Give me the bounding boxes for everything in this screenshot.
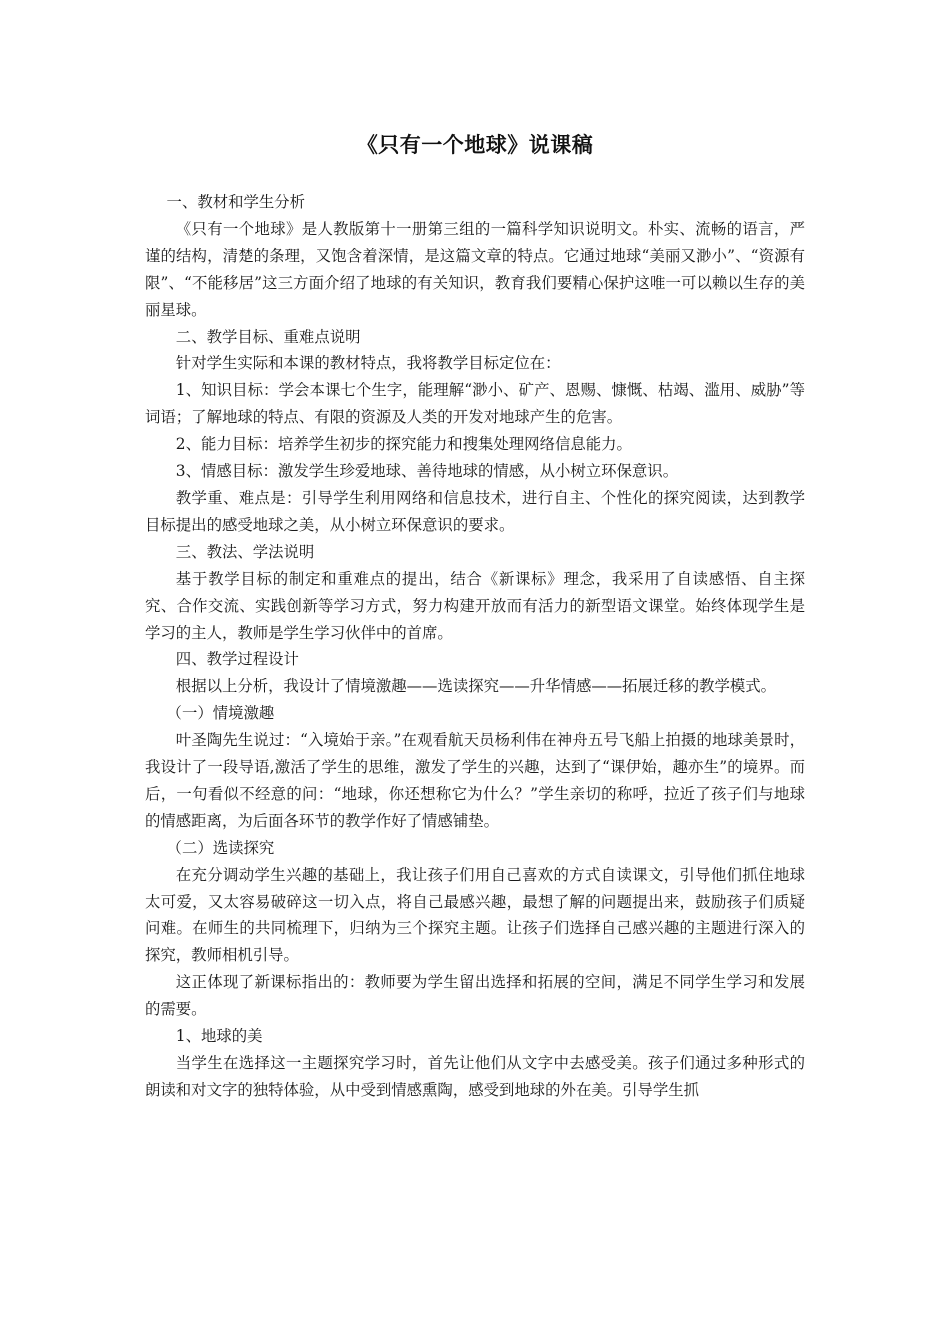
section-heading-4: 四、教学过程设计: [175, 650, 299, 669]
section-heading-1: 一、教材和学生分析: [166, 193, 306, 211]
paragraph-key-points: 教学重、难点是：引导学生利用网络和信息技术，进行自主、个性化的探究阅读，达到教学目标提出的感受地球之美，从小树立环保意识的要求。: [145, 488, 805, 534]
paragraph-earth-beauty: 当学生在选择这一主题探究学习时，首先让他们从文字中去感受美。孩子们通过多种形式的朗读和对文字的独特体验，从中受到情感熏陶，感受到地球的外在美。引导学生抓: [145, 1054, 805, 1099]
paragraph-emotion-goal: 3、情感目标：激发学生珍爱地球、善待地球的情感，从小树立环保意识。: [175, 462, 679, 481]
document-title: 《只有一个地球》说课稿: [356, 133, 594, 157]
subsection-heading-1: （一）情境激趣: [166, 704, 275, 723]
section-heading-3: 三、教法、学法说明: [175, 542, 315, 561]
subsection-heading-2: （二）选读探究: [166, 838, 275, 857]
paragraph-knowledge-goal: 1、知识目标：学会本课七个生字，能理解“渺小、矿产、恩赐、慷慨、枯竭、滥用、威胁”等词语；了解地球的特点、有限的资源及人类的开发对地球产生的危害。: [145, 381, 805, 427]
paragraph-text-analysis: 《只有一个地球》是人教版第十一册第三组的一篇科学知识说明文。朴实、流畅的语言，严谨的结构，清楚的条理，又饱含着深情，是这篇文章的特点。它通过地球“美丽又渺小”、“资源有限”、“不能移居”这三方面介绍了地球的有关知识，教育我们要精心保护这唯一可以赖以生存的美丽星球。: [145, 219, 805, 319]
paragraph-goal-intro: 针对学生实际和本课的教材特点，我将教学目标定位在：: [175, 354, 561, 373]
paragraph-selective-reading: 在充分调动学生兴趣的基础上，我让孩子们用自己喜欢的方式自读课文，引导他们抓住地球太可爱，又太容易破碎这一切入点，将自己最感兴趣，最想了解的问题提出来，鼓励孩子们质疑问难。在师生的共同梳理下，归纳为三个探究主题。让孩子们选择自己感兴趣的主题进行深入的探究，教师相机引导。: [145, 865, 805, 965]
section-heading-2: 二、教学目标、重难点说明: [175, 327, 361, 346]
paragraph-methods: 基于教学目标的制定和重难点的提出，结合《新课标》理念，我采用了自读感悟、自主探究、合作交流、实践创新等学习方式，努力构建开放而有活力的新型语文课堂。始终体现学生是学习的主人，教师是学生学习伙伴中的首席。: [145, 569, 805, 642]
paragraph-ability-goal: 2、能力目标：培养学生初步的探究能力和搜集处理网络信息能力。: [175, 435, 632, 454]
paragraph-scene-interest: 叶圣陶先生说过：“入境始于亲。”在观看航天员杨利伟在神舟五号飞船上拍摄的地球美景时，我设计了一段导语,激活了学生的思维，激发了学生的兴趣，达到了“课伊始，趣亦生”的境界。而后，一句看似不经意的问：“地球，你还想称它为什么？”学生亲切的称呼，拉近了孩子们与地球的情感距离，为后面各环节的教学作好了情感铺垫。: [145, 731, 805, 830]
topic-heading-earth-beauty: 1、地球的美: [175, 1027, 263, 1046]
paragraph-curriculum-note: 这正体现了新课标指出的：教师要为学生留出选择和拓展的空间，满足不同学生学习和发展的需要。: [145, 973, 805, 1019]
paragraph-process-overview: 根据以上分析，我设计了情境激趣——选读探究——升华情感——拓展迁移的教学模式。: [175, 677, 777, 696]
document-body: [145, 189, 805, 1104]
